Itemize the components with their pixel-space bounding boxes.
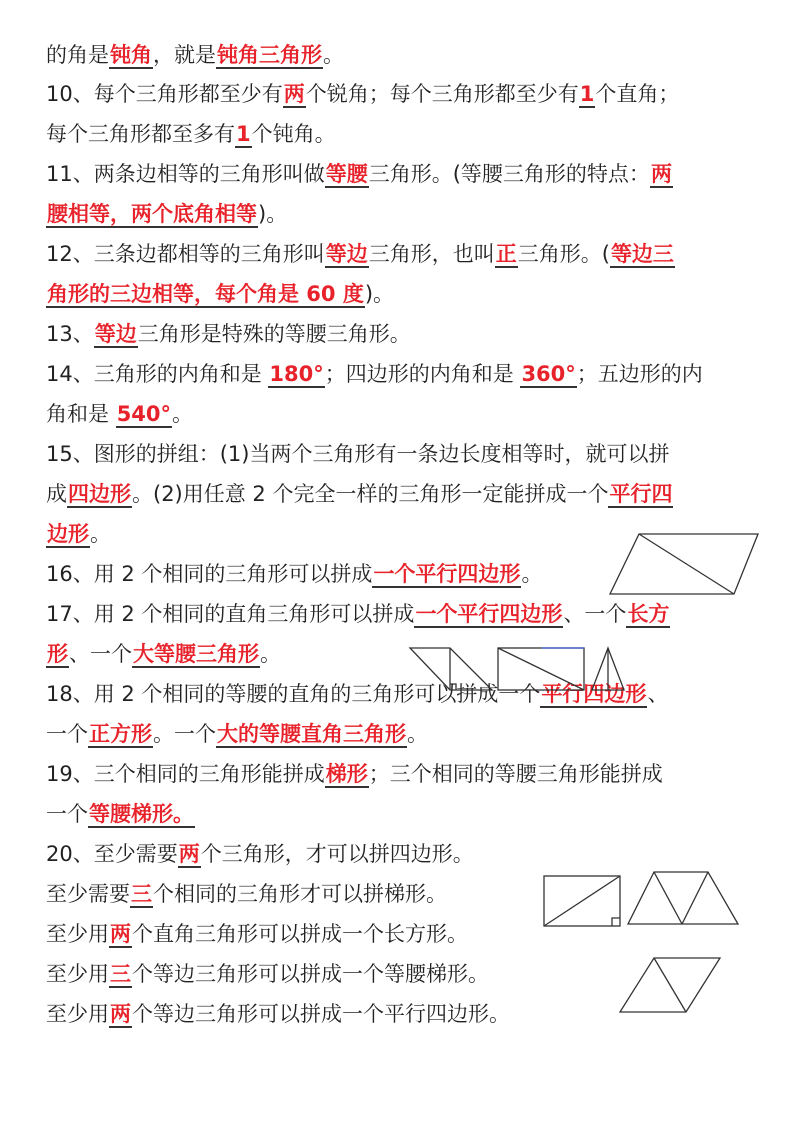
text-segment: 个锐角；每个三角形都至少有 — [305, 82, 579, 106]
answer-fill: 边形 — [47, 522, 89, 546]
text-line — [46, 880, 447, 908]
right-triangle-rectangle-figure — [494, 644, 588, 694]
answer-fill: 180° — [269, 362, 324, 386]
isosceles-triangle-figure — [588, 644, 628, 694]
answer-fill: 角形的三边相等，每个角是 60 度 — [47, 282, 364, 306]
text-line — [46, 320, 411, 348]
text-line — [46, 120, 336, 148]
answer-fill: 等边三 — [610, 242, 674, 266]
text-segment: 个直角三角形可以拼成一个长方形。 — [132, 922, 468, 946]
right-triangle-parallelogram-figure — [406, 644, 496, 694]
text-segment: 个直角； — [595, 82, 680, 106]
answer-fill: 540° — [116, 402, 172, 426]
answer-fill: 两 — [110, 922, 131, 946]
text-line — [46, 800, 195, 828]
text-segment: 三角形，也叫 — [368, 242, 495, 266]
text-segment: 20、至少需要 — [46, 842, 178, 866]
text-segment: 16、用 2 个相同的三角形可以拼成 — [46, 562, 373, 586]
text-segment: 的角是 — [46, 43, 109, 67]
answer-fill: 两 — [650, 162, 672, 186]
text-segment: 。 — [260, 642, 281, 666]
text-line — [46, 520, 111, 548]
text-segment: 。 — [323, 43, 344, 67]
answer-fill: 钝角三角形 — [217, 43, 322, 67]
text-line — [46, 640, 281, 668]
text-line — [46, 480, 673, 508]
text-segment: 成 — [46, 482, 67, 506]
text-segment: 三角形。(等腰三角形的特点： — [368, 162, 650, 186]
text-segment: 、一个 — [563, 602, 627, 626]
text-segment: 每个三角形都至多有 — [46, 122, 235, 146]
answer-fill: 一个平行四边形 — [415, 602, 563, 626]
text-segment: 三角形是特殊的等腰三角形。 — [137, 322, 411, 346]
answer-fill: 360° — [521, 362, 576, 386]
text-line — [46, 440, 669, 468]
answer-fill: 梯形 — [325, 762, 368, 786]
answer-fill: 腰相等，两个底角相等 — [47, 202, 257, 226]
text-segment: ，就是 — [153, 43, 216, 67]
answer-fill: 1 — [579, 82, 595, 106]
answer-fill: 长方 — [627, 602, 670, 626]
answer-fill: 1 — [236, 122, 251, 146]
text-segment: 17、用 2 个相同的直角三角形可以拼成 — [46, 602, 415, 626]
text-segment: 、 — [647, 682, 669, 706]
text-segment: 13、 — [46, 322, 94, 346]
rectangle-two-triangles-figure — [540, 870, 624, 930]
text-line — [46, 720, 428, 748]
text-segment: 。 — [90, 522, 111, 546]
text-line — [46, 360, 703, 388]
text-segment: 一个 — [46, 802, 88, 826]
text-segment: 。(2)用任意 2 个完全一样的三角形一定能拼成一个 — [132, 482, 609, 506]
answer-fill: 两 — [283, 82, 305, 106]
text-line — [46, 960, 489, 988]
text-line — [46, 600, 670, 628]
text-line — [46, 240, 675, 268]
text-segment: 12、三条边都相等的三角形叫 — [46, 242, 325, 266]
text-segment: 至少用 — [46, 922, 109, 946]
text-segment: 14、三角形的内角和是 — [46, 362, 269, 386]
answer-fill: 等边 — [325, 242, 368, 266]
answer-fill: 四边形 — [68, 482, 131, 506]
text-segment: )。 — [258, 202, 288, 226]
text-line — [46, 400, 193, 428]
answer-fill: 形 — [47, 642, 68, 666]
answer-fill: 钝角 — [110, 43, 152, 67]
text-line — [46, 1000, 510, 1028]
text-line — [46, 80, 679, 108]
answer-fill: 正 — [495, 242, 517, 266]
text-segment: 。一个 — [153, 722, 216, 746]
text-line — [46, 840, 474, 868]
text-segment: 15、图形的拼组：(1)当两个三角形有一条边长度相等时，就可以拼 — [46, 442, 670, 466]
text-segment: 、一个 — [69, 642, 132, 666]
text-segment: 19、三个相同的三角形能拼成 — [46, 762, 325, 786]
answer-fill: 大的等腰直角三角形 — [217, 722, 406, 746]
text-segment: 11、两条边相等的三角形叫做 — [46, 162, 325, 186]
text-segment: 个等边三角形可以拼成一个等腰梯形。 — [132, 962, 489, 986]
text-segment: 至少需要 — [46, 882, 130, 906]
text-segment: 至少用 — [46, 962, 109, 986]
text-line — [46, 280, 394, 308]
text-segment: 10、每个三角形都至少有 — [46, 82, 283, 106]
answer-fill: 正方形 — [89, 722, 152, 746]
text-segment: 至少用 — [46, 1002, 109, 1026]
text-line — [46, 160, 673, 188]
parallelogram-figure — [606, 530, 766, 598]
text-segment: 。 — [407, 722, 428, 746]
text-segment: ；四边形的内角和是 — [324, 362, 521, 386]
rhombus-two-triangles-figure — [616, 954, 726, 1016]
answer-fill: 大等腰三角形 — [133, 642, 259, 666]
answer-fill: 两 — [178, 842, 200, 866]
text-segment: 角和是 — [46, 402, 116, 426]
text-segment: 三角形。( — [517, 242, 610, 266]
text-segment: 个三角形，才可以拼四边形。 — [200, 842, 474, 866]
text-segment: 。 — [521, 562, 543, 586]
text-segment: 一个 — [46, 722, 88, 746]
answer-fill: 等腰 — [325, 162, 368, 186]
text-segment: 。 — [172, 402, 194, 426]
text-line — [46, 41, 344, 69]
trapezoid-three-triangles-figure — [624, 866, 744, 928]
text-segment: 个钝角。 — [251, 122, 336, 146]
text-segment: 个等边三角形可以拼成一个平行四边形。 — [132, 1002, 510, 1026]
text-segment: ；五边形的内 — [576, 362, 703, 386]
text-segment: 个相同的三角形才可以拼梯形。 — [153, 882, 447, 906]
answer-fill: 平行四边形 — [541, 682, 647, 706]
answer-fill: 三 — [110, 962, 131, 986]
answer-fill: 两 — [110, 1002, 131, 1026]
text-segment: 18、用 2 个相同的等腰的直角的三角形可以拼成一个 — [46, 682, 541, 706]
text-line — [46, 200, 287, 228]
text-segment: ；三个相同的等腰三角形能拼成 — [368, 762, 663, 786]
text-line — [46, 920, 468, 948]
answer-fill: 一个平行四边形 — [373, 562, 521, 586]
answer-fill: 等边 — [94, 322, 137, 346]
answer-fill: 三 — [131, 882, 152, 906]
text-line — [46, 760, 663, 788]
text-segment: )。 — [364, 282, 395, 306]
answer-fill: 等腰梯形。 — [89, 802, 194, 826]
text-line — [46, 560, 542, 588]
answer-fill: 平行四 — [609, 482, 673, 506]
